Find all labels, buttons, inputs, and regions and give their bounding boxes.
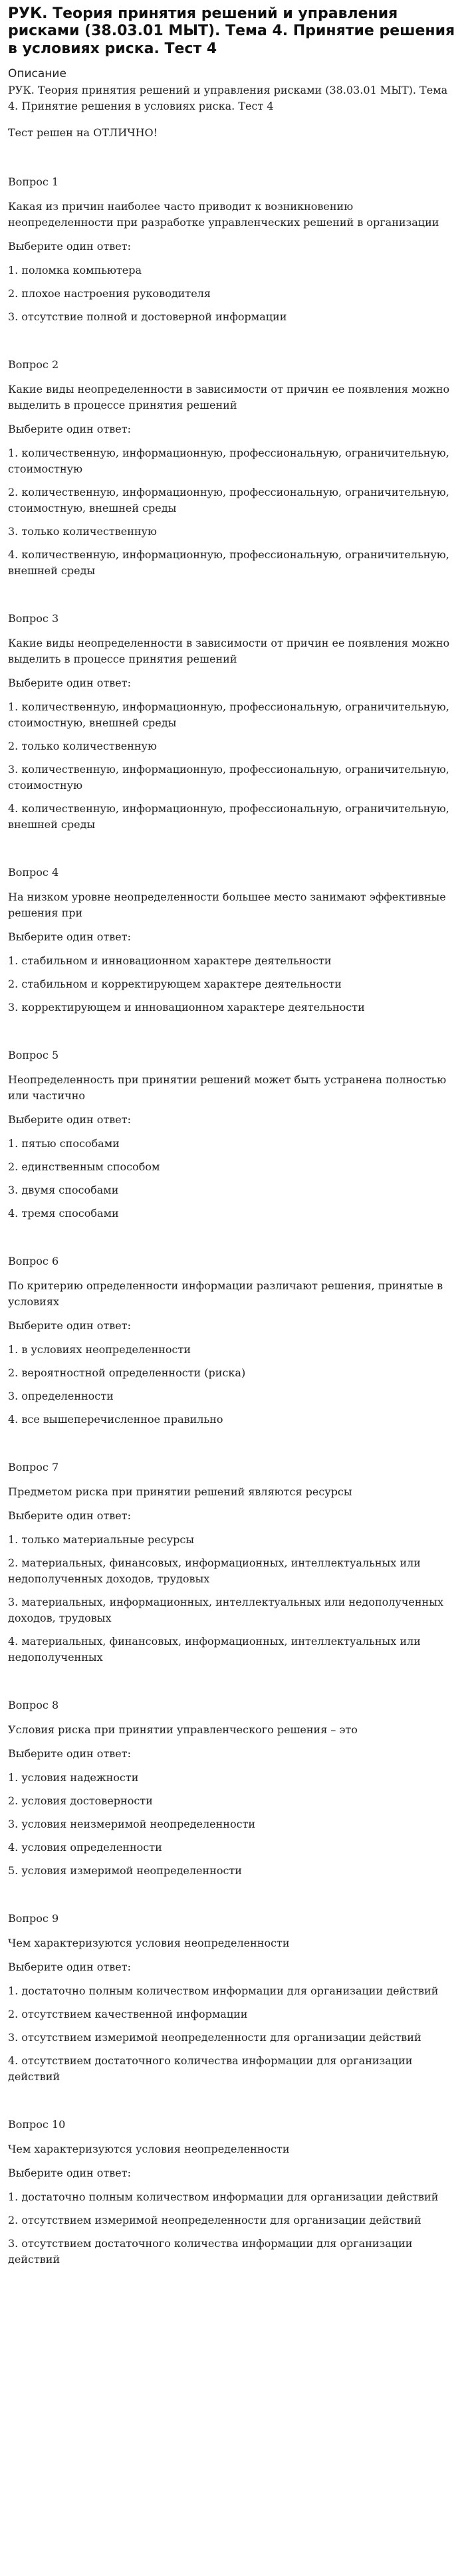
- answer-option: 3. отсутствие полной и достоверной информации: [8, 310, 287, 324]
- answer-option: 2. плохое настроения руководителя: [8, 287, 211, 300]
- answer-option: 1. достаточно полным количеством информации для организации действий: [8, 2191, 439, 2204]
- answer-option: 2. единственным способом: [8, 1160, 160, 1174]
- result-text: Тест решен на ОТЛИЧНО!: [8, 126, 158, 140]
- answer-option: 2. стабильном и корректирующем характере деятельности: [8, 978, 342, 991]
- answer-option: 3. материальных, информационных, интеллектуальных или недополученных доходов, трудовых: [8, 1596, 443, 1625]
- answer-option: 3. двумя способами: [8, 1184, 119, 1197]
- question-block: [8, 2118, 458, 2268]
- answer-option: 4. все вышеперечисленное правильно: [8, 1413, 223, 1426]
- answer-option: 1. количественную, информационную, профессиональную, ограничительную, стоимостную: [8, 447, 449, 476]
- question-title: Вопрос 5: [8, 1049, 59, 1062]
- answer-option: 3. отсутствием измеримой неопределенности для организации действий: [8, 2031, 421, 2044]
- question-block: [8, 866, 458, 1016]
- questions-list: [8, 175, 458, 2268]
- question-title: Вопрос 1: [8, 175, 59, 189]
- question-block: [8, 1049, 458, 1222]
- answer-option: 1. количественную, информационную, профессиональную, ограничительную, стоимостную, внешней среды: [8, 700, 449, 730]
- description-label: Описание: [8, 67, 66, 81]
- answer-prompt: Выберите один ответ:: [8, 2167, 132, 2180]
- question-title: Вопрос 8: [8, 1699, 59, 1712]
- answer-option: 3. определенности: [8, 1390, 114, 1403]
- answer-option: 4. материальных, финансовых, информационных, интеллектуальных или недополученных: [8, 1635, 421, 1664]
- question-text: Какая из причин наиболее часто приводит к возникновению неопределенности при разработке управленческих решений в организации: [8, 200, 439, 229]
- question-text: Какие виды неопределенности в зависимости от причин ее появления можно выделить в процессе принятия решений: [8, 637, 450, 666]
- answer-prompt: Выберите один ответ:: [8, 1961, 132, 1974]
- question-text: Чем характеризуются условия неопределенности: [8, 1937, 290, 1950]
- question-text: Условия риска при принятии управленческого решения – это: [8, 1723, 358, 1737]
- answer-option: 5. условия измеримой неопределенности: [8, 1864, 242, 1878]
- answer-option: 3. отсутствием достаточного количества информации для организации действий: [8, 2237, 413, 2266]
- answer-prompt: Выберите один ответ:: [8, 240, 132, 253]
- question-title: Вопрос 7: [8, 1461, 59, 1474]
- question-text: Чем характеризуются условия неопределенности: [8, 2143, 290, 2156]
- answer-option: 2. вероятностной определенности (риска): [8, 1366, 246, 1380]
- question-text: Какие виды неопределенности в зависимости от причин ее появления можно выделить в процессе принятия решений: [8, 383, 450, 412]
- answer-option: 2. условия достоверности: [8, 1794, 153, 1808]
- answer-option: 3. количественную, информационную, профессиональную, ограничительную, стоимостную: [8, 763, 449, 792]
- question-block: [8, 612, 458, 833]
- answer-option: 1. пятью способами: [8, 1137, 120, 1150]
- question-block: [8, 358, 458, 579]
- question-block: [8, 1461, 458, 1665]
- question-title: Вопрос 4: [8, 866, 59, 879]
- answer-option: 4. тремя способами: [8, 1207, 119, 1220]
- answer-prompt: Выберите один ответ:: [8, 1113, 132, 1127]
- question-block: [8, 175, 458, 325]
- answer-option: 2. только количественную: [8, 740, 157, 753]
- page-title: РУК. Теория принятия решений и управления рисками (38.03.01 МЫТ). Тема 4. Принятие решения в условиях риска. Тест 4: [8, 5, 455, 57]
- answer-option: 4. количественную, информационную, профессиональную, ограничительную, внешней среды: [8, 548, 449, 578]
- answer-prompt: Выберите один ответ:: [8, 423, 132, 436]
- answer-option: 1. стабильном и инновационном характере деятельности: [8, 954, 332, 968]
- question-title: Вопрос 3: [8, 612, 59, 625]
- answer-option: 4. условия определенности: [8, 1841, 162, 1854]
- answer-option: 2. отсутствием качественной информации: [8, 2008, 248, 2021]
- answer-prompt: Выберите один ответ:: [8, 1747, 132, 1761]
- answer-option: 1. условия надежности: [8, 1771, 139, 1784]
- question-block: [8, 1255, 458, 1428]
- question-text: По критерию определенности информации различают решения, принятые в условиях: [8, 1279, 443, 1309]
- question-title: Вопрос 2: [8, 358, 59, 372]
- question-title: Вопрос 9: [8, 1912, 59, 1925]
- answer-prompt: Выберите один ответ:: [8, 930, 132, 944]
- answer-prompt: Выберите один ответ:: [8, 1509, 132, 1523]
- question-text: Предметом риска при принятии решений являются ресурсы: [8, 1485, 352, 1499]
- answer-option: 3. корректирующем и инновационном характере деятельности: [8, 1001, 365, 1014]
- answer-option: 1. поломка компьютера: [8, 264, 142, 277]
- answer-option: 3. только количественную: [8, 525, 157, 538]
- answer-prompt: Выберите один ответ:: [8, 1319, 132, 1333]
- question-text: Неопределенность при принятии решений может быть устранена полностью или частично: [8, 1073, 447, 1103]
- question-block: [8, 1699, 458, 1879]
- answer-option: 1. только материальные ресурсы: [8, 1533, 195, 1547]
- answer-option: 2. отсутствием измеримой неопределенности для организации действий: [8, 2214, 421, 2227]
- answer-option: 1. в условиях неопределенности: [8, 1343, 191, 1356]
- description-text: РУК. Теория принятия решений и управления рисками (38.03.01 МЫТ). Тема 4. Принятие решения в условиях риска. Тест 4: [8, 84, 448, 113]
- answer-option: 2. количественную, информационную, профессиональную, ограничительную, стоимостную, внешней среды: [8, 486, 449, 515]
- question-title: Вопрос 6: [8, 1255, 59, 1268]
- answer-option: 1. достаточно полным количеством информации для организации действий: [8, 1985, 439, 1998]
- question-text: На низком уровне неопределенности большее место занимают эффективные решения при: [8, 891, 446, 920]
- question-block: [8, 1912, 458, 2085]
- answer-option: 2. материальных, финансовых, информационных, интеллектуальных или недополученных доходов, трудовых: [8, 1556, 421, 1586]
- answer-option: 4. отсутствием достаточного количества информации для организации действий: [8, 2054, 413, 2084]
- answer-option: 4. количественную, информационную, профессиональную, ограничительную, внешней среды: [8, 802, 449, 831]
- answer-option: 3. условия неизмеримой неопределенности: [8, 1818, 256, 1831]
- question-title: Вопрос 10: [8, 2118, 66, 2131]
- answer-prompt: Выберите один ответ:: [8, 677, 132, 690]
